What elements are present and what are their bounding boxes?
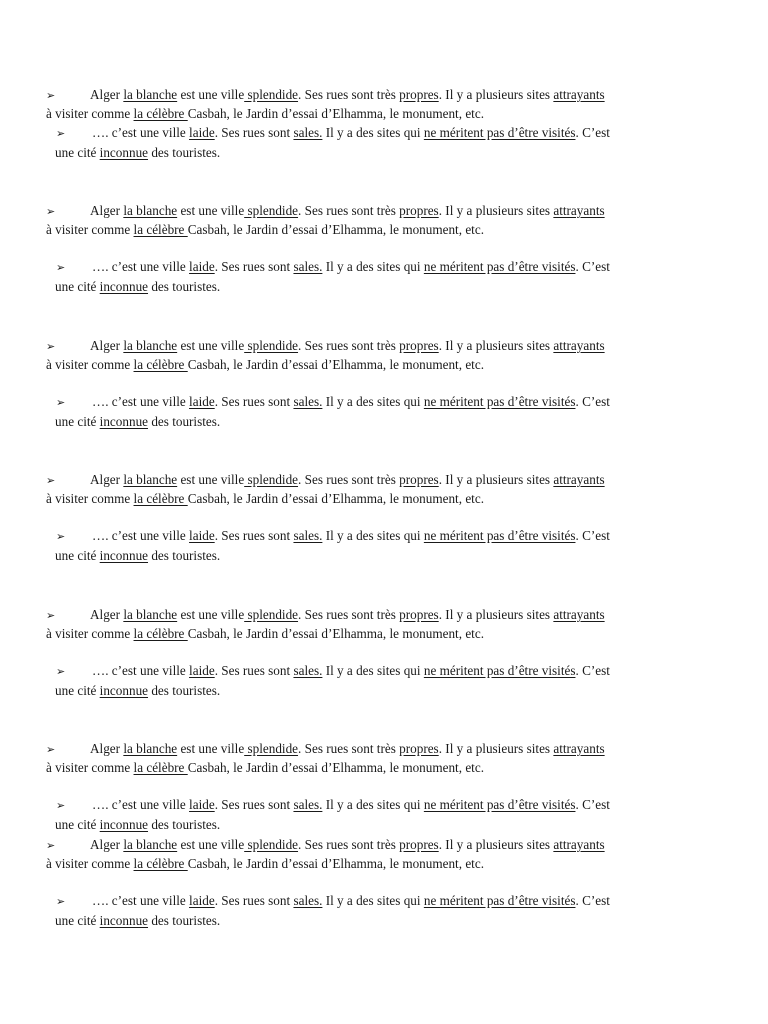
text-fragment: des touristes. <box>148 817 221 832</box>
text-fragment: est une ville <box>177 741 245 756</box>
underlined-word: attrayants <box>553 472 605 487</box>
text-fragment: Alger <box>90 741 124 756</box>
text-fragment: . C’est <box>575 797 610 812</box>
text-fragment: Alger <box>90 87 124 102</box>
text-fragment: . Ses rues sont <box>214 528 294 543</box>
text-fragment: des touristes. <box>148 414 221 429</box>
underlined-word: propres <box>399 87 439 102</box>
underlined-word: ne méritent pas d’être visités <box>423 259 576 274</box>
underlined-word: ne méritent pas d’être visités <box>423 528 576 543</box>
underlined-word: laide <box>189 259 215 274</box>
text-line-4 <box>55 816 220 834</box>
text-fragment: Il y a des sites qui <box>322 893 424 908</box>
text-fragment: des touristes. <box>148 548 221 563</box>
text-fragment: une cité <box>55 913 100 928</box>
text-fragment: . Ses rues sont très <box>298 607 400 622</box>
text-fragment: est une ville <box>177 203 245 218</box>
text-fragment: Alger <box>90 837 124 852</box>
text-line-4 <box>55 413 220 431</box>
text-line-3 <box>56 258 610 277</box>
text-line-3 <box>56 527 610 546</box>
text-line-1 <box>46 740 605 759</box>
text-fragment: une cité <box>55 145 100 160</box>
text-fragment: Casbah, le Jardin d’essai d’Elhamma, le monument, etc. <box>187 626 484 641</box>
underlined-word: propres <box>399 203 439 218</box>
text-fragment: est une ville <box>177 607 245 622</box>
underlined-word: inconnue <box>99 414 149 429</box>
text-fragment: . Il y a plusieurs sites <box>438 837 554 852</box>
text-fragment: à visiter comme <box>46 856 134 871</box>
text-fragment: . C’est <box>575 394 610 409</box>
text-line-2 <box>46 105 484 123</box>
underlined-word: ne méritent pas d’être visités <box>423 663 576 678</box>
underlined-word: laide <box>189 125 215 140</box>
text-fragment: Il y a des sites qui <box>322 259 424 274</box>
text-fragment: à visiter comme <box>46 357 134 372</box>
text-line-4 <box>55 278 220 296</box>
underlined-word: splendide <box>244 338 299 353</box>
arrow-bullet-icon: ➢ <box>46 743 56 756</box>
underlined-word: la blanche <box>123 203 178 218</box>
text-fragment: Casbah, le Jardin d’essai d’Elhamma, le monument, etc. <box>187 760 484 775</box>
underlined-word: ne méritent pas d’être visités <box>423 125 576 140</box>
text-fragment: Casbah, le Jardin d’essai d’Elhamma, le monument, etc. <box>187 222 484 237</box>
text-fragment: . Ses rues sont <box>214 663 294 678</box>
text-line-1 <box>46 471 605 490</box>
text-line-1 <box>46 606 605 625</box>
text-fragment: Il y a des sites qui <box>322 528 424 543</box>
arrow-bullet-icon: ➢ <box>46 205 56 218</box>
text-fragment: des touristes. <box>148 913 221 928</box>
arrow-bullet-icon: ➢ <box>56 799 66 812</box>
text-fragment: . C’est <box>575 893 610 908</box>
underlined-word: la célèbre <box>133 491 188 506</box>
underlined-word: attrayants <box>553 607 605 622</box>
text-line-1 <box>46 202 605 221</box>
underlined-word: laide <box>189 528 215 543</box>
text-fragment: Alger <box>90 338 124 353</box>
arrow-bullet-icon: ➢ <box>46 89 56 102</box>
text-fragment: Casbah, le Jardin d’essai d’Elhamma, le monument, etc. <box>187 491 484 506</box>
underlined-word: propres <box>399 338 439 353</box>
text-line-2 <box>46 855 484 873</box>
text-fragment: . Ses rues sont <box>214 893 294 908</box>
underlined-word: splendide <box>244 203 299 218</box>
underlined-word: la célèbre <box>133 222 188 237</box>
text-fragment: Casbah, le Jardin d’essai d’Elhamma, le monument, etc. <box>187 106 484 121</box>
underlined-word: attrayants <box>553 338 605 353</box>
underlined-word: ne méritent pas d’être visités <box>423 394 576 409</box>
underlined-word: inconnue <box>99 548 149 563</box>
text-fragment: . Ses rues sont <box>214 259 294 274</box>
underlined-word: inconnue <box>99 913 149 928</box>
text-fragment: . Ses rues sont très <box>298 87 400 102</box>
text-fragment: à visiter comme <box>46 760 134 775</box>
text-fragment: à visiter comme <box>46 491 134 506</box>
text-fragment: …. c’est une ville <box>92 259 190 274</box>
text-line-4 <box>55 682 220 700</box>
underlined-word: la célèbre <box>133 760 188 775</box>
text-line-4 <box>55 912 220 930</box>
text-fragment: est une ville <box>177 87 245 102</box>
underlined-word: inconnue <box>99 279 149 294</box>
underlined-word: propres <box>399 837 439 852</box>
text-fragment: . Ses rues sont <box>214 125 294 140</box>
text-fragment: . Ses rues sont très <box>298 741 400 756</box>
underlined-word: sales. <box>293 259 323 274</box>
text-fragment: à visiter comme <box>46 626 134 641</box>
text-fragment: est une ville <box>177 837 245 852</box>
underlined-word: la célèbre <box>133 626 188 641</box>
text-fragment: . Ses rues sont très <box>298 338 400 353</box>
text-line-1 <box>46 836 605 855</box>
text-fragment: …. c’est une ville <box>92 394 190 409</box>
underlined-word: inconnue <box>99 683 149 698</box>
underlined-word: inconnue <box>99 817 149 832</box>
text-fragment: . Il y a plusieurs sites <box>438 472 554 487</box>
text-fragment: . Il y a plusieurs sites <box>438 87 554 102</box>
text-fragment: est une ville <box>177 472 245 487</box>
text-line-3 <box>56 892 610 911</box>
text-fragment: . Il y a plusieurs sites <box>438 741 554 756</box>
arrow-bullet-icon: ➢ <box>56 530 66 543</box>
arrow-bullet-icon: ➢ <box>46 340 56 353</box>
underlined-word: la célèbre <box>133 357 188 372</box>
text-fragment: Il y a des sites qui <box>322 797 424 812</box>
text-fragment: des touristes. <box>148 145 221 160</box>
underlined-word: propres <box>399 607 439 622</box>
arrow-bullet-icon: ➢ <box>56 127 66 140</box>
text-fragment: . C’est <box>575 528 610 543</box>
underlined-word: splendide <box>244 741 299 756</box>
underlined-word: la blanche <box>123 837 178 852</box>
text-fragment: une cité <box>55 414 100 429</box>
arrow-bullet-icon: ➢ <box>46 609 56 622</box>
underlined-word: splendide <box>244 87 299 102</box>
underlined-word: splendide <box>244 837 299 852</box>
arrow-bullet-icon: ➢ <box>56 396 66 409</box>
text-fragment: des touristes. <box>148 683 221 698</box>
text-fragment: une cité <box>55 817 100 832</box>
underlined-word: splendide <box>244 472 299 487</box>
text-fragment: . Ses rues sont <box>214 797 294 812</box>
text-fragment: . C’est <box>575 259 610 274</box>
text-line-2 <box>46 356 484 374</box>
underlined-word: ne méritent pas d’être visités <box>423 797 576 812</box>
underlined-word: la blanche <box>123 472 178 487</box>
underlined-word: sales. <box>293 125 323 140</box>
text-line-4 <box>55 547 220 565</box>
underlined-word: la célèbre <box>133 856 188 871</box>
underlined-word: laide <box>189 797 215 812</box>
underlined-word: attrayants <box>553 87 605 102</box>
underlined-word: sales. <box>293 394 323 409</box>
text-fragment: Alger <box>90 472 124 487</box>
arrow-bullet-icon: ➢ <box>46 474 56 487</box>
text-fragment: …. c’est une ville <box>92 893 190 908</box>
text-fragment: Il y a des sites qui <box>322 125 424 140</box>
text-fragment: …. c’est une ville <box>92 663 190 678</box>
text-fragment: . Ses rues sont très <box>298 203 400 218</box>
underlined-word: sales. <box>293 893 323 908</box>
text-fragment: . Il y a plusieurs sites <box>438 203 554 218</box>
text-line-2 <box>46 759 484 777</box>
underlined-word: propres <box>399 741 439 756</box>
text-fragment: Casbah, le Jardin d’essai d’Elhamma, le monument, etc. <box>187 856 484 871</box>
text-fragment: une cité <box>55 683 100 698</box>
text-line-1 <box>46 337 605 356</box>
text-line-3 <box>56 124 610 143</box>
text-line-3 <box>56 393 610 412</box>
underlined-word: attrayants <box>553 203 605 218</box>
text-fragment: Il y a des sites qui <box>322 394 424 409</box>
text-line-2 <box>46 490 484 508</box>
text-fragment: . C’est <box>575 663 610 678</box>
underlined-word: attrayants <box>553 741 605 756</box>
text-fragment: à visiter comme <box>46 222 134 237</box>
text-fragment: . Il y a plusieurs sites <box>438 607 554 622</box>
text-line-1 <box>46 86 605 105</box>
text-fragment: des touristes. <box>148 279 221 294</box>
text-fragment: . C’est <box>575 125 610 140</box>
underlined-word: la blanche <box>123 87 178 102</box>
text-fragment: . Il y a plusieurs sites <box>438 338 554 353</box>
underlined-word: splendide <box>244 607 299 622</box>
text-fragment: …. c’est une ville <box>92 797 190 812</box>
text-fragment: est une ville <box>177 338 245 353</box>
underlined-word: inconnue <box>99 145 149 160</box>
text-fragment: à visiter comme <box>46 106 134 121</box>
text-fragment: . Ses rues sont très <box>298 472 400 487</box>
text-fragment: …. c’est une ville <box>92 125 190 140</box>
underlined-word: propres <box>399 472 439 487</box>
underlined-word: la célèbre <box>133 106 188 121</box>
underlined-word: laide <box>189 893 215 908</box>
underlined-word: sales. <box>293 663 323 678</box>
underlined-word: attrayants <box>553 837 605 852</box>
text-line-4 <box>55 144 220 162</box>
underlined-word: ne méritent pas d’être visités <box>423 893 576 908</box>
underlined-word: la blanche <box>123 741 178 756</box>
arrow-bullet-icon: ➢ <box>56 895 66 908</box>
text-fragment: . Ses rues sont très <box>298 837 400 852</box>
text-fragment: Alger <box>90 203 124 218</box>
arrow-bullet-icon: ➢ <box>56 261 66 274</box>
underlined-word: sales. <box>293 797 323 812</box>
underlined-word: laide <box>189 663 215 678</box>
arrow-bullet-icon: ➢ <box>56 665 66 678</box>
text-line-3 <box>56 662 610 681</box>
text-line-2 <box>46 221 484 239</box>
arrow-bullet-icon: ➢ <box>46 839 56 852</box>
text-fragment: une cité <box>55 548 100 563</box>
text-fragment: une cité <box>55 279 100 294</box>
text-fragment: . Ses rues sont <box>214 394 294 409</box>
underlined-word: la blanche <box>123 338 178 353</box>
underlined-word: laide <box>189 394 215 409</box>
text-fragment: Casbah, le Jardin d’essai d’Elhamma, le monument, etc. <box>187 357 484 372</box>
text-line-2 <box>46 625 484 643</box>
text-fragment: …. c’est une ville <box>92 528 190 543</box>
underlined-word: la blanche <box>123 607 178 622</box>
text-fragment: Alger <box>90 607 124 622</box>
text-fragment: Il y a des sites qui <box>322 663 424 678</box>
underlined-word: sales. <box>293 528 323 543</box>
text-line-3 <box>56 796 610 815</box>
